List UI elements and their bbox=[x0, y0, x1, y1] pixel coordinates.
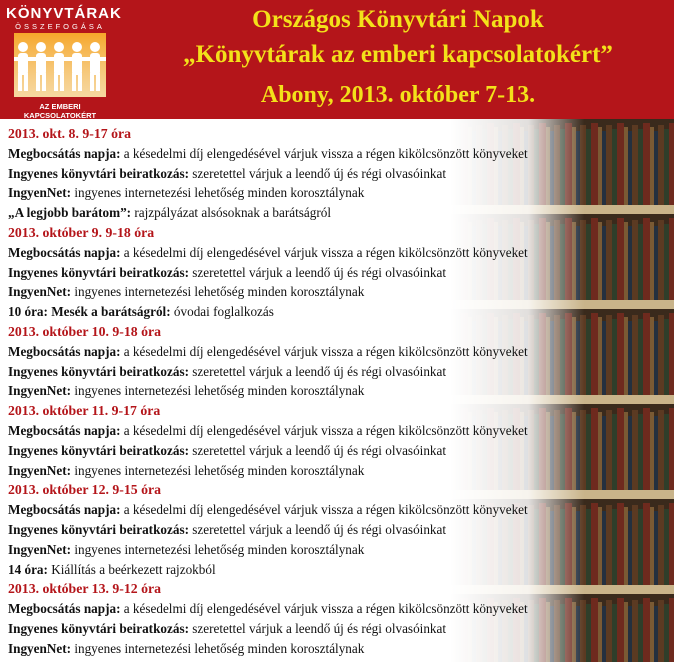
item-description: ingyenes internetezési lehetőség minden korosztálynak bbox=[71, 462, 365, 478]
schedule-list bbox=[8, 124, 568, 659]
item-label: Megbocsátás napja: bbox=[8, 502, 121, 518]
event-date-place: Abony, 2013. október 7-13. bbox=[260, 82, 536, 108]
event-title: Országos Könyvtári Napok bbox=[252, 6, 544, 33]
item-description: a késedelmi díj elengedésével várjuk vissza a régen kikölcsönzött könyveket bbox=[120, 502, 528, 518]
item-description: ingyenes internetezési lehetőség minden korosztálynak bbox=[71, 640, 365, 656]
schedule-item bbox=[8, 560, 568, 580]
logo-subtitle: ÖSSZEFOGÁSA bbox=[15, 22, 105, 31]
schedule-item bbox=[8, 599, 568, 619]
schedule-item bbox=[8, 421, 568, 441]
schedule-item bbox=[8, 540, 568, 560]
people-chain-icon bbox=[14, 33, 106, 97]
item-label: IngyenNet: bbox=[8, 185, 72, 201]
item-description: ingyenes internetezési lehetőség minden korosztálynak bbox=[71, 541, 365, 557]
item-description: a késedelmi díj elengedésével várjuk vissza a régen kikölcsönzött könyveket bbox=[120, 422, 528, 438]
item-description: szeretettel várjuk a leendő új és régi olvasóinkat bbox=[188, 442, 447, 458]
item-description: ingyenes internetezési lehetőség minden korosztálynak bbox=[71, 284, 365, 300]
item-label: Ingyenes könyvtári beiratkozás: bbox=[8, 363, 189, 379]
schedule-item bbox=[8, 362, 568, 382]
schedule-item bbox=[8, 639, 568, 659]
item-description: Kiállítás a beérkezett rajzokból bbox=[47, 561, 216, 577]
schedule-item bbox=[8, 520, 568, 540]
schedule-item bbox=[8, 500, 568, 520]
item-description: szeretettel várjuk a leendő új és régi olvasóinkat bbox=[188, 165, 447, 181]
item-description: szeretettel várjuk a leendő új és régi olvasóinkat bbox=[188, 264, 447, 280]
item-label: Ingyenes könyvtári beiratkozás: bbox=[8, 442, 189, 458]
schedule-item bbox=[8, 342, 568, 362]
item-description: rajzpályázat alsósoknak a barátságról bbox=[131, 205, 332, 221]
schedule-item bbox=[8, 203, 568, 223]
schedule-item bbox=[8, 619, 568, 639]
item-label: Ingyenes könyvtári beiratkozás: bbox=[8, 620, 189, 636]
schedule-item bbox=[8, 461, 568, 481]
schedule-item bbox=[8, 381, 568, 401]
logo-tagline: AZ EMBERI KAPCSOLATOKÉRT bbox=[23, 102, 97, 120]
item-label: IngyenNet: bbox=[8, 541, 72, 557]
library-logo bbox=[6, 5, 122, 120]
schedule-item bbox=[8, 183, 568, 203]
item-label: Megbocsátás napja: bbox=[8, 145, 121, 161]
item-label: 10 óra: Mesék a barátságról: bbox=[8, 304, 171, 320]
item-label: Ingyenes könyvtári beiratkozás: bbox=[8, 264, 189, 280]
day-date-heading: 2013. okt. 8. 9-17 óra bbox=[8, 126, 132, 141]
schedule-item bbox=[8, 164, 568, 184]
item-description: szeretettel várjuk a leendő új és régi olvasóinkat bbox=[188, 521, 447, 537]
item-label: Ingyenes könyvtári beiratkozás: bbox=[8, 165, 189, 181]
day-date-heading: 2013. október 11. 9-17 óra bbox=[8, 403, 161, 419]
item-description: szeretettel várjuk a leendő új és régi olvasóinkat bbox=[188, 620, 447, 636]
item-label: Megbocsátás napja: bbox=[8, 601, 121, 617]
item-label: „A legjobb barátom”: bbox=[8, 205, 132, 221]
schedule-item bbox=[8, 243, 568, 263]
event-slogan: „Könyvtárak az emberi kapcsolatokért” bbox=[183, 41, 613, 68]
schedule-item bbox=[8, 441, 568, 461]
schedule-item bbox=[8, 282, 568, 302]
item-description: ingyenes internetezési lehetőség minden korosztálynak bbox=[71, 185, 365, 201]
item-label: IngyenNet: bbox=[8, 640, 72, 656]
schedule-item bbox=[8, 263, 568, 283]
item-description: a késedelmi díj elengedésével várjuk vissza a régen kikölcsönzött könyveket bbox=[120, 145, 528, 161]
item-description: szeretettel várjuk a leendő új és régi olvasóinkat bbox=[188, 363, 447, 379]
schedule-item bbox=[8, 144, 568, 164]
header-banner bbox=[0, 0, 674, 119]
item-label: IngyenNet: bbox=[8, 383, 72, 399]
item-label: IngyenNet: bbox=[8, 284, 72, 300]
day-date-heading: 2013. október 12. 9-15 óra bbox=[8, 482, 162, 498]
item-label: Ingyenes könyvtári beiratkozás: bbox=[8, 521, 189, 537]
item-description: ingyenes internetezési lehetőség minden korosztálynak bbox=[71, 383, 365, 399]
item-label: Megbocsátás napja: bbox=[8, 244, 121, 260]
item-label: Megbocsátás napja: bbox=[8, 343, 121, 359]
day-date-heading: 2013. október 9. 9-18 óra bbox=[8, 224, 155, 240]
day-date-heading: 2013. október 13. 9-12 óra bbox=[8, 581, 162, 597]
item-description: óvodai foglalkozás bbox=[170, 304, 274, 320]
item-description: a késedelmi díj elengedésével várjuk vissza a régen kikölcsönzött könyveket bbox=[120, 244, 528, 260]
item-description: a késedelmi díj elengedésével várjuk vissza a régen kikölcsönzött könyveket bbox=[120, 601, 528, 617]
day-date-heading: 2013. október 10. 9-18 óra bbox=[8, 323, 162, 339]
item-label: 14 óra: bbox=[8, 561, 48, 577]
item-label: Megbocsátás napja: bbox=[8, 422, 121, 438]
item-description: a késedelmi díj elengedésével várjuk vissza a régen kikölcsönzött könyveket bbox=[120, 343, 528, 359]
item-label: IngyenNet: bbox=[8, 462, 72, 478]
schedule-item bbox=[8, 302, 568, 322]
logo-title: KÖNYVTÁRAK bbox=[6, 5, 122, 22]
